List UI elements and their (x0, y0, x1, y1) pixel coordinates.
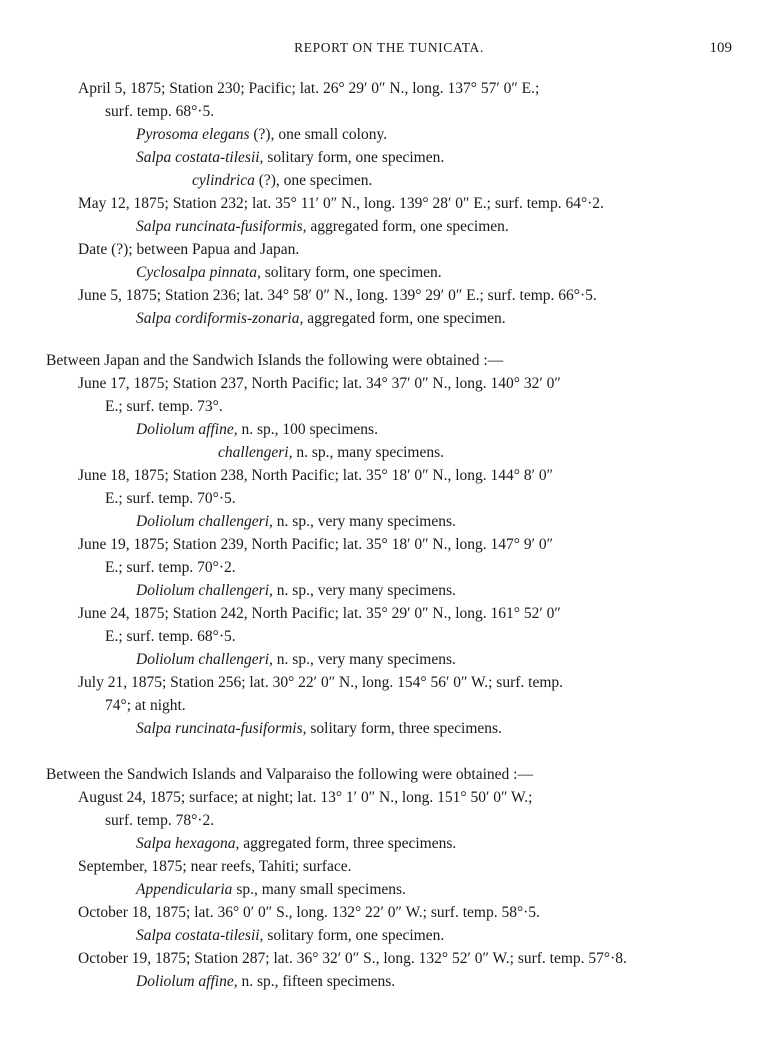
section-heading: Between the Sandwich Islands and Valparaiso the following were obtained :— (46, 766, 533, 783)
species-entry: challengeri, n. sp., many specimens. (218, 444, 445, 461)
station-entry: May 12, 1875; Station 232; lat. 35° 11′ 0″ N., long. 139° 28′ 0″ E.; surf. temp. 64°·2. (78, 195, 604, 212)
species-entry: Appendicularia sp., many small specimens. (136, 881, 406, 898)
section-heading: Between Japan and the Sandwich Islands the following were obtained :— (46, 352, 504, 369)
entry-continuation: E.; surf. temp. 68°·5. (105, 628, 236, 645)
station-entry: April 5, 1875; Station 230; Pacific; lat. 26° 29′ 0″ N., long. 137° 57′ 0″ E.; (78, 80, 540, 97)
station-entry: October 18, 1875; lat. 36° 0′ 0″ S., long. 132° 22′ 0″ W.; surf. temp. 58°·5. (78, 904, 540, 921)
species-entry: Doliolum challengeri, n. sp., very many specimens. (136, 513, 456, 530)
station-entry: June 5, 1875; Station 236; lat. 34° 58′ 0″ N., long. 139° 29′ 0″ E.; surf. temp. 66°·5. (78, 287, 597, 304)
entry-continuation: E.; surf. temp. 70°·5. (105, 490, 236, 507)
running-title: REPORT ON THE TUNICATA. (294, 40, 484, 55)
station-entry: July 21, 1875; Station 256; lat. 30° 22′ 0″ N., long. 154° 56′ 0″ W.; surf. temp. (78, 674, 564, 691)
species-entry: Salpa runcinata-fusiformis, solitary form, three specimens. (136, 720, 502, 737)
species-entry: Salpa costata-tilesii, solitary form, one specimen. (136, 927, 445, 944)
entry-continuation: surf. temp. 78°·2. (105, 812, 215, 829)
species-entry: Doliolum challengeri, n. sp., very many specimens. (136, 651, 456, 668)
station-entry: September, 1875; near reefs, Tahiti; surface. (78, 858, 352, 875)
station-entry: June 19, 1875; Station 239, North Pacific; lat. 35° 18′ 0″ N., long. 147° 9′ 0″ (78, 536, 554, 553)
entry-continuation: E.; surf. temp. 70°·2. (105, 559, 236, 576)
species-entry: Salpa runcinata-fusiformis, aggregated form, one specimen. (136, 218, 509, 235)
species-entry: cylindrica (?), one specimen. (192, 172, 373, 189)
entry-continuation: surf. temp. 68°·5. (105, 103, 215, 120)
page-number: 109 (709, 40, 732, 56)
station-entry: Date (?); between Papua and Japan. (78, 241, 300, 258)
species-entry: Cyclosalpa pinnata, solitary form, one specimen. (136, 264, 442, 281)
species-entry: Doliolum affine, n. sp., 100 specimens. (136, 421, 378, 438)
station-entry: June 17, 1875; Station 237, North Pacific; lat. 34° 37′ 0″ N., long. 140° 32′ 0″ (78, 375, 561, 392)
species-entry: Doliolum affine, n. sp., fifteen specimens. (136, 973, 396, 990)
species-entry: Salpa cordiformis-zonaria, aggregated form, one specimen. (136, 310, 506, 327)
species-entry: Salpa hexagona, aggregated form, three specimens. (136, 835, 457, 852)
page-header (46, 40, 732, 62)
species-entry: Pyrosoma elegans (?), one small colony. (136, 126, 388, 143)
entry-continuation: E.; surf. temp. 73°. (105, 398, 223, 415)
species-entry: Salpa costata-tilesii, solitary form, one specimen. (136, 149, 445, 166)
station-entry: June 24, 1875; Station 242, North Pacific; lat. 35° 29′ 0″ N., long. 161° 52′ 0″ (78, 605, 561, 622)
station-entry: October 19, 1875; Station 287; lat. 36° 32′ 0″ S., long. 132° 52′ 0″ W.; surf. temp. 57°·8. (78, 950, 627, 967)
species-entry: Doliolum challengeri, n. sp., very many specimens. (136, 582, 456, 599)
station-entry: June 18, 1875; Station 238, North Pacific; lat. 35° 18′ 0″ N., long. 144° 8′ 0″ (78, 467, 554, 484)
station-entry: August 24, 1875; surface; at night; lat. 13° 1′ 0″ N., long. 151° 50′ 0″ W.; (78, 789, 533, 806)
entry-continuation: 74°; at night. (105, 697, 186, 714)
